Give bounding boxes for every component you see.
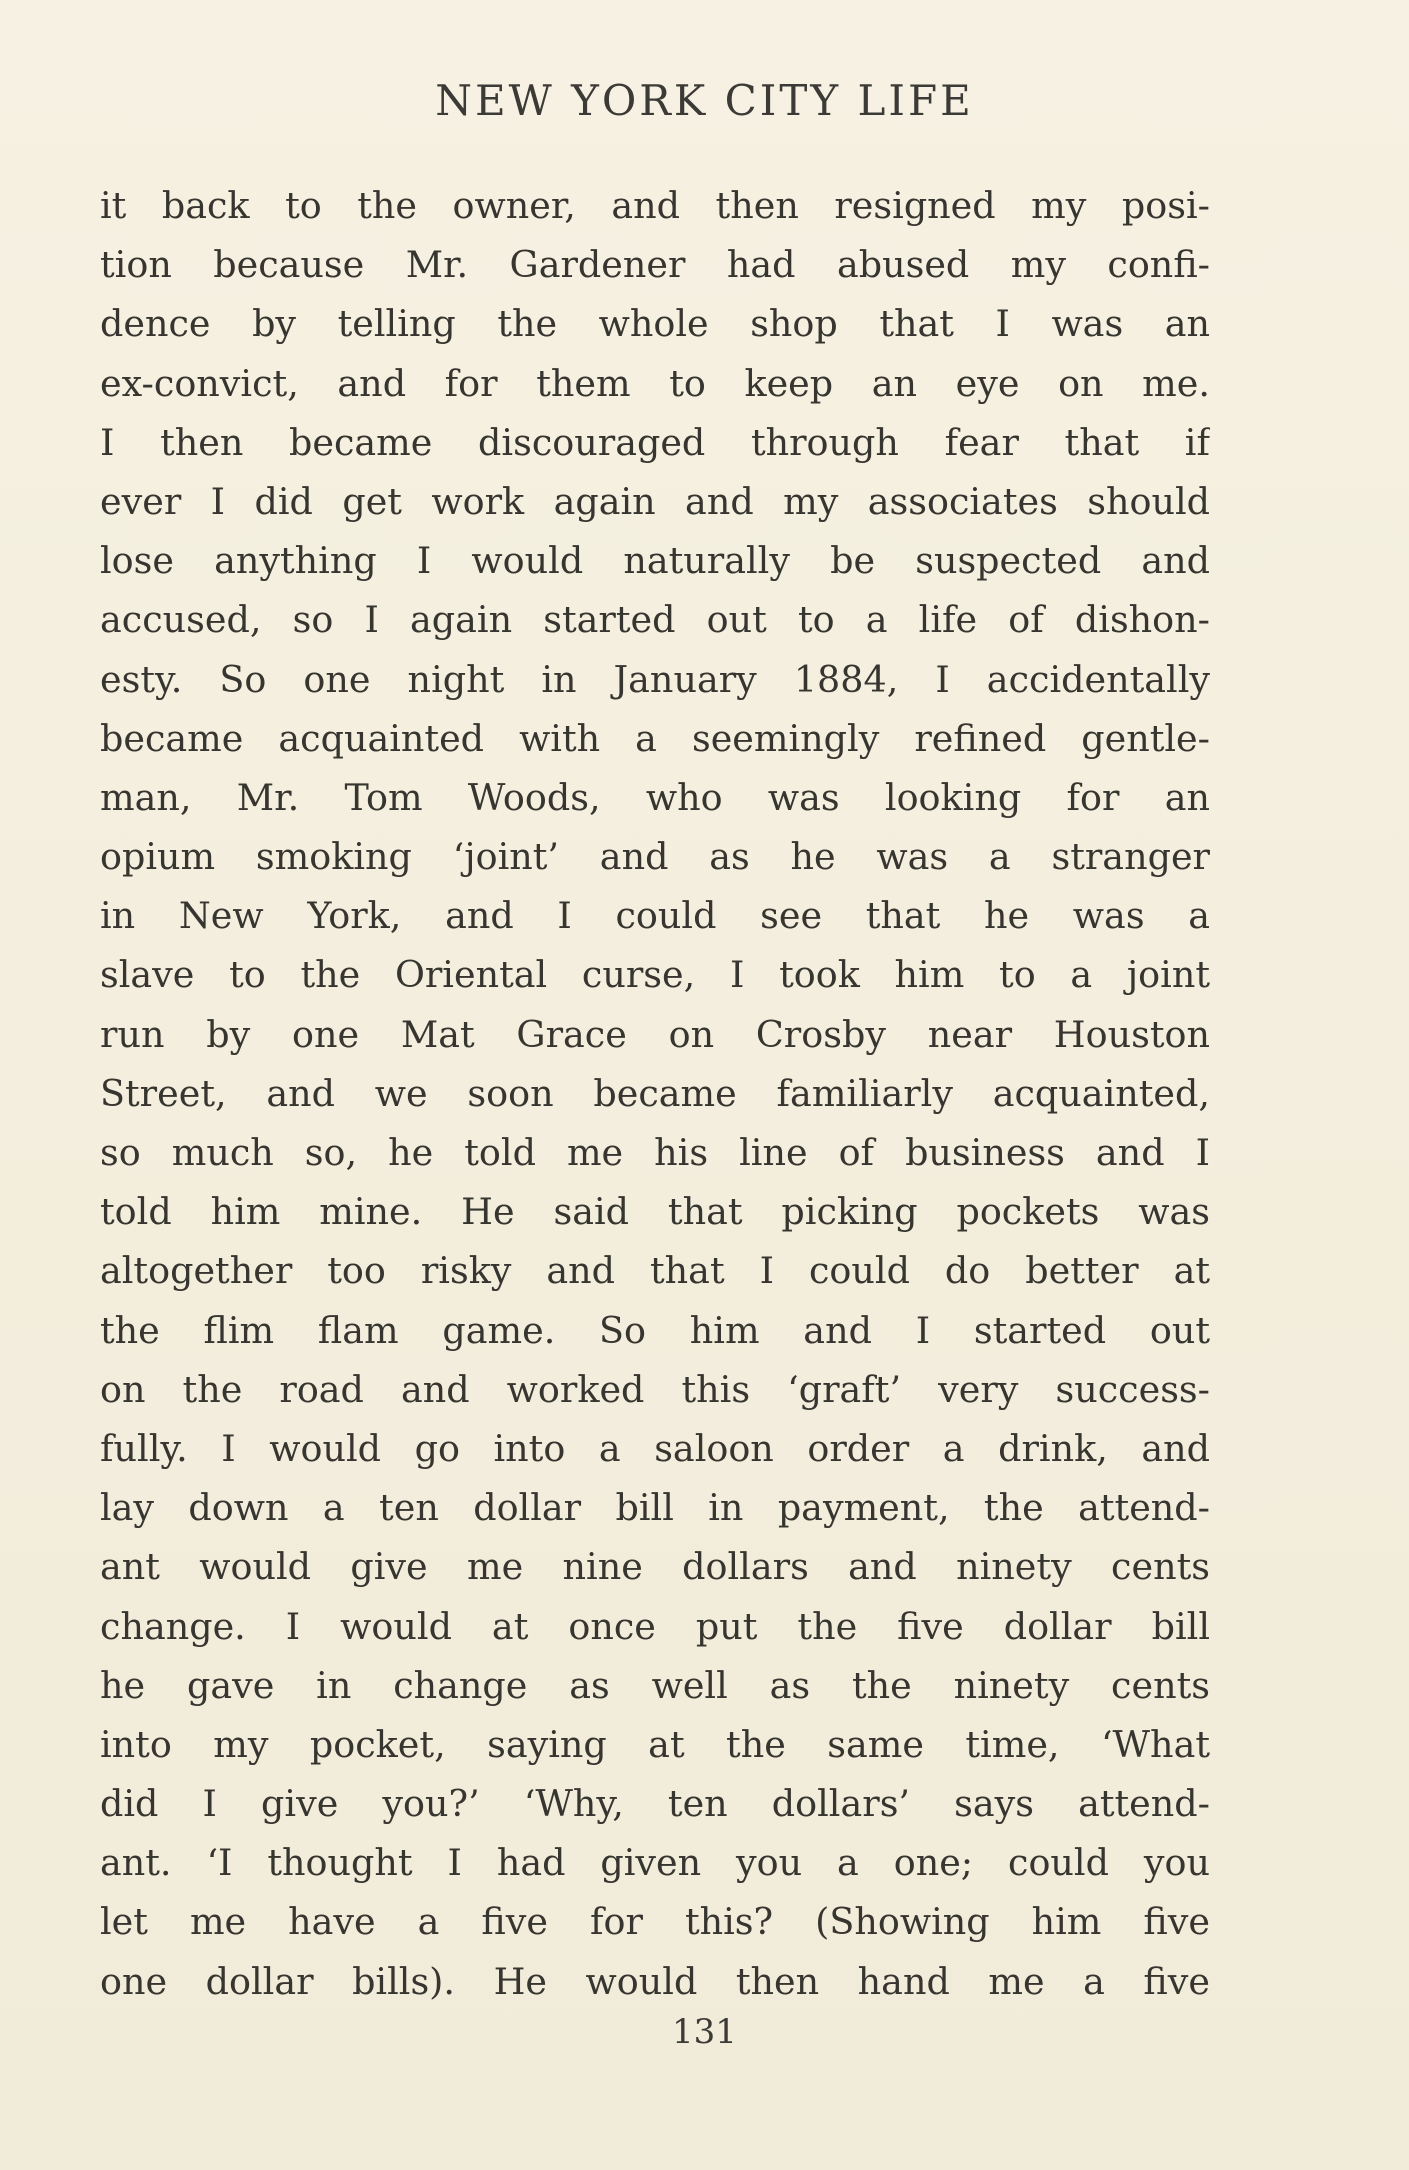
body-text — [100, 176, 1210, 2011]
text-line: esty. So one night in January 1884, I accidentally — [100, 657, 1210, 701]
text-line: tion because Mr. Gardener had abused my confi- — [100, 243, 1210, 287]
text-line: it back to the owner, and then resigned my posi- — [100, 184, 1210, 227]
text-line: ant. ‘I thought I had given you a one; could you — [100, 1841, 1210, 1885]
text-line: became acquainted with a seemingly refined gentle- — [100, 716, 1210, 760]
text-line: he gave in change as well as the ninety cents — [100, 1663, 1210, 1707]
text-line: into my pocket, saying at the same time, ‘What — [100, 1722, 1210, 1766]
text-line: in New York, and I could see that he was a — [100, 894, 1210, 938]
text-line: the flim flam game. So him and I started out — [100, 1308, 1210, 1352]
text-line: so much so, he told me his line of business and I — [100, 1131, 1210, 1174]
text-line: fully. I would go into a saloon order a drink, and — [100, 1426, 1210, 1470]
text-line: I then became discouraged through fear that if — [100, 420, 1210, 464]
text-line: man, Mr. Tom Woods, who was looking for an — [100, 775, 1210, 819]
text-line: did I give you?’ ‘Why, ten dollars’ says attend- — [100, 1782, 1210, 1826]
text-line: opium smoking ‘joint’ and as he was a stranger — [100, 835, 1210, 879]
text-line: ant would give me nine dollars and ninety cents — [100, 1545, 1210, 1589]
running-head: NEW YORK CITY LIFE — [435, 76, 974, 125]
text-line: altogether too risky and that I could do better at — [100, 1249, 1210, 1293]
text-line: told him mine. He said that picking pockets was — [100, 1190, 1210, 1234]
text-line: run by one Mat Grace on Crosby near Houston — [100, 1012, 1210, 1056]
text-line: ex-convict, and for them to keep an eye on me. — [100, 361, 1210, 405]
text-line: slave to the Oriental curse, I took him to a joint — [100, 953, 1210, 997]
text-line: one dollar bills). He would then hand me a five — [100, 1959, 1210, 2003]
text-line: change. I would at once put the five dollar bill — [100, 1604, 1210, 1648]
text-line: let me have a five for this? (Showing him five — [100, 1900, 1210, 1944]
text-line: lay down a ten dollar bill in payment, the attend- — [100, 1486, 1210, 1530]
text-line: dence by telling the whole shop that I was an — [100, 302, 1210, 346]
text-line: Street, and we soon became familiarly acquainted, — [100, 1071, 1210, 1115]
page-number: 131 — [672, 2012, 737, 2052]
text-line: ever I did get work again and my associates should — [100, 479, 1210, 523]
text-line: lose anything I would naturally be suspected and — [100, 539, 1210, 583]
text-line: on the road and worked this ‘graft’ very success- — [100, 1367, 1210, 1411]
text-line: accused, so I again started out to a life of dishon- — [100, 598, 1210, 642]
